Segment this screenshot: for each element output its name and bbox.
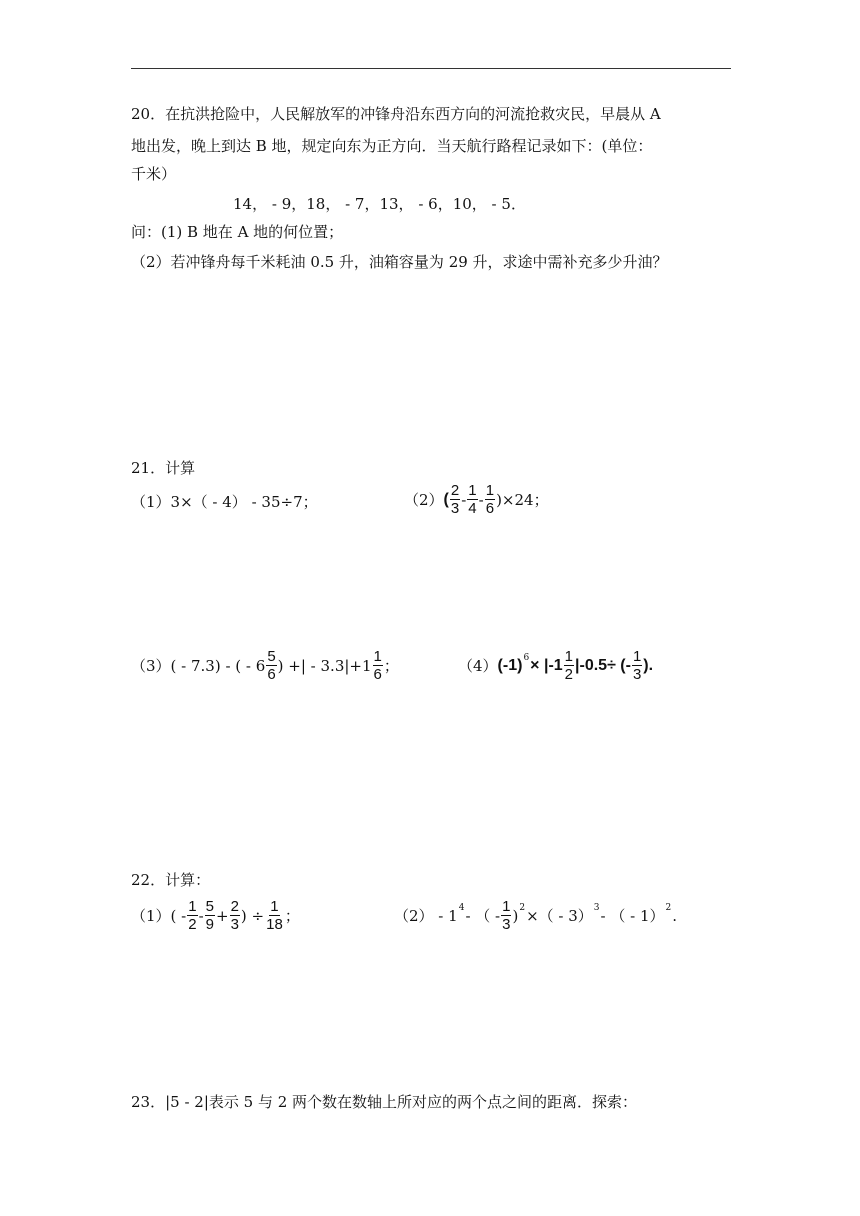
fraction: $\frac{1}{18}$ [266, 898, 283, 933]
q21-p4-text-d: ). [643, 656, 654, 674]
q22-p2-text-a: （2） - 1 [394, 907, 458, 925]
q21-p4-text-b: × |-1 [530, 656, 563, 674]
q22-p1-text-c: ； [284, 907, 300, 925]
fraction: $\frac{2}{3}$ [230, 898, 239, 933]
fraction: $\frac{1}{4}$ [468, 482, 477, 517]
fraction: $\frac{2}{3}$ [450, 482, 460, 517]
q20-records: 14， - 9，18， - 7，13， - 6，10， - 5． [233, 195, 526, 213]
q22-p2-text-e: - （ - 1） [600, 907, 665, 925]
q21-p4-label: （4） [458, 657, 498, 675]
exponent: 3 [593, 902, 600, 913]
fraction: $\frac{1}{3}$ [502, 898, 511, 933]
fraction: $\frac{5}{9}$ [205, 898, 214, 933]
q21-p2-tail: )×24； [496, 491, 549, 509]
exponent: 2 [665, 902, 672, 913]
q21-p4-text-c: |-0.5÷ (- [575, 656, 631, 674]
fraction: $\frac{5}{6}$ [267, 648, 276, 683]
exponent: 4 [458, 902, 465, 913]
fraction: $\frac{1}{2}$ [188, 898, 197, 933]
q21-p2-open: ( [443, 490, 449, 508]
q20-part2: （2）若冲锋舟每千米耗油 0.5 升，油箱容量为 29 升，求途中需补充多少升油？ [131, 253, 668, 271]
header-rule [131, 68, 731, 69]
exponent: 6 [523, 652, 530, 663]
operator: - [198, 906, 204, 925]
q20-line2: 地出发，晚上到达 B 地，规定向东为正方向．当天航行路程记录如下：(单位： [131, 137, 653, 155]
q21-p3-text-a: （3）( - 7.3) - ( - 6 [131, 657, 266, 675]
q22-title: 22．计算： [131, 871, 211, 889]
operator: - [478, 490, 484, 509]
q21-p4-text-a: (-1) [497, 656, 523, 674]
q21-part2 [404, 482, 549, 517]
q21-p3-text-b: ) +| - 3.3|+1 [277, 656, 372, 675]
q21-p2-label: （2） [404, 491, 444, 509]
q22-p1-text-b: ) ÷ [240, 906, 265, 925]
q21-part3 [131, 648, 399, 683]
q21-title: 21．计算 [131, 459, 196, 477]
q20-line1: 20．在抗洪抢险中，人民解放军的冲锋舟沿东西方向的河流抢救灾民，早晨从 A [131, 105, 661, 123]
q22-part2 [394, 898, 677, 933]
q21-part1: （1）3×（ - 4） - 35÷7； [131, 493, 318, 511]
q21-part4 [458, 648, 653, 683]
operator: - [461, 490, 467, 509]
q22-p2-text-b: - （ - [465, 907, 501, 925]
fraction: $\frac{1}{3}$ [632, 648, 642, 683]
q21-p3-text-c: ； [383, 657, 399, 675]
q20-line3: 千米） [131, 165, 177, 183]
q22-p2-text-f: . [672, 906, 678, 925]
q22-p2-text-d: ×（ - 3） [526, 907, 593, 925]
q20-part1: 问：(1) B 地在 A 地的何位置； [131, 223, 344, 241]
fraction: $\frac{1}{6}$ [373, 648, 382, 683]
q22-p2-text-c: ) [512, 906, 519, 925]
exponent: 2 [519, 902, 526, 913]
operator: + [216, 906, 229, 925]
q23-line1: 23．|5 - 2|表示 5 与 2 两个数在数轴上所对应的两个点之间的距离．探索： [131, 1093, 638, 1111]
q22-part1 [131, 898, 300, 933]
q22-p1-text-a: （1）( - [131, 907, 187, 925]
fraction: $\frac{1}{2}$ [564, 648, 574, 683]
fraction: $\frac{1}{6}$ [485, 482, 495, 517]
